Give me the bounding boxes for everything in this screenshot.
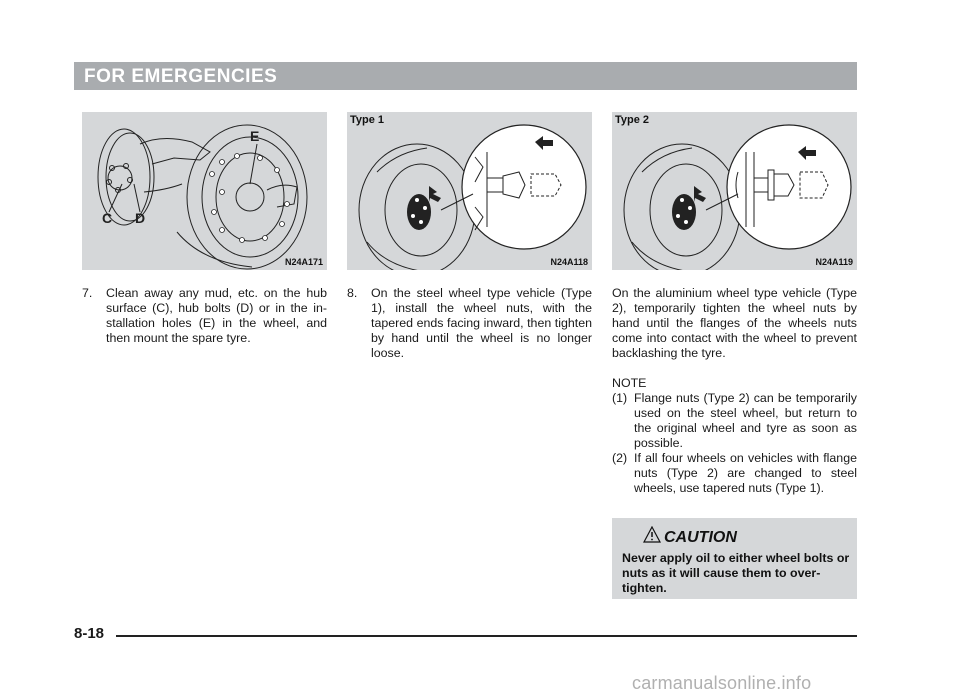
section-header [74, 62, 857, 90]
label-c: C [102, 210, 113, 226]
step-7 [82, 286, 327, 346]
figure-type-label: Type 1 [350, 114, 385, 126]
note-heading: NOTE [612, 376, 647, 390]
note-item-2 [612, 451, 857, 511]
note-text: If all four wheels on vehicles with flange nuts (Type 2) are changed to steel wheels, use tapered nuts (Type 1). [634, 451, 857, 495]
step-text: Clean away any mud, etc. on the hub surface (C), hub bolts (D) or in the installation holes (E) in the wheel, and then mount the spare tyre. [106, 286, 327, 345]
caution-title: CAUTION [664, 529, 737, 546]
section-title: FOR EMERGENCIES [84, 66, 278, 87]
aluminium-text: On the aluminium wheel type vehicle (Type 2), temporarily tighten the wheel nuts by hand until the flanges of the wheels nuts come into contact with the wheel to prevent backlashing the tyre. [612, 286, 857, 360]
figure-hub-cleaning [82, 112, 327, 270]
caution-box [612, 518, 857, 599]
aluminium-paragraph [612, 286, 857, 366]
tapered-nut-illustration [347, 112, 592, 270]
label-d: D [135, 210, 146, 226]
step-text: On the steel wheel type vehicle (Type 1), install the wheel nuts, with the tapered ends facing inward, then tighten by hand until the wheel is no longer loose. [371, 286, 592, 360]
note-item-1 [612, 391, 857, 451]
note-number: (2) [612, 451, 628, 465]
footer-divider [116, 635, 857, 637]
warning-triangle-icon [643, 526, 661, 543]
step-8 [347, 286, 592, 366]
note-number: (1) [612, 391, 628, 405]
label-e: E [250, 128, 260, 144]
figure-code: N24A171 [284, 257, 323, 267]
caution-text: Never apply oil to either wheel bolts or nuts as it will cause them to overtighten. [622, 551, 850, 595]
page-number: 8-18 [74, 625, 105, 642]
figure-code: N24A118 [550, 257, 588, 267]
figure-type1-nut [347, 112, 592, 270]
step-number: 7. [82, 286, 93, 300]
flange-nut-illustration [612, 112, 857, 270]
note-text: Flange nuts (Type 2) can be temporarily used on the steel wheel, but return to the original wheel and tyre as soon as possible. [634, 391, 857, 450]
figure-code: N24A119 [815, 257, 853, 267]
step-number: 8. [347, 286, 358, 300]
figure-type-label: Type 2 [615, 114, 650, 126]
figure-type2-nut [612, 112, 857, 270]
watermark: carmanualsonline.info [632, 673, 812, 693]
hub-wheel-illustration [82, 112, 327, 270]
